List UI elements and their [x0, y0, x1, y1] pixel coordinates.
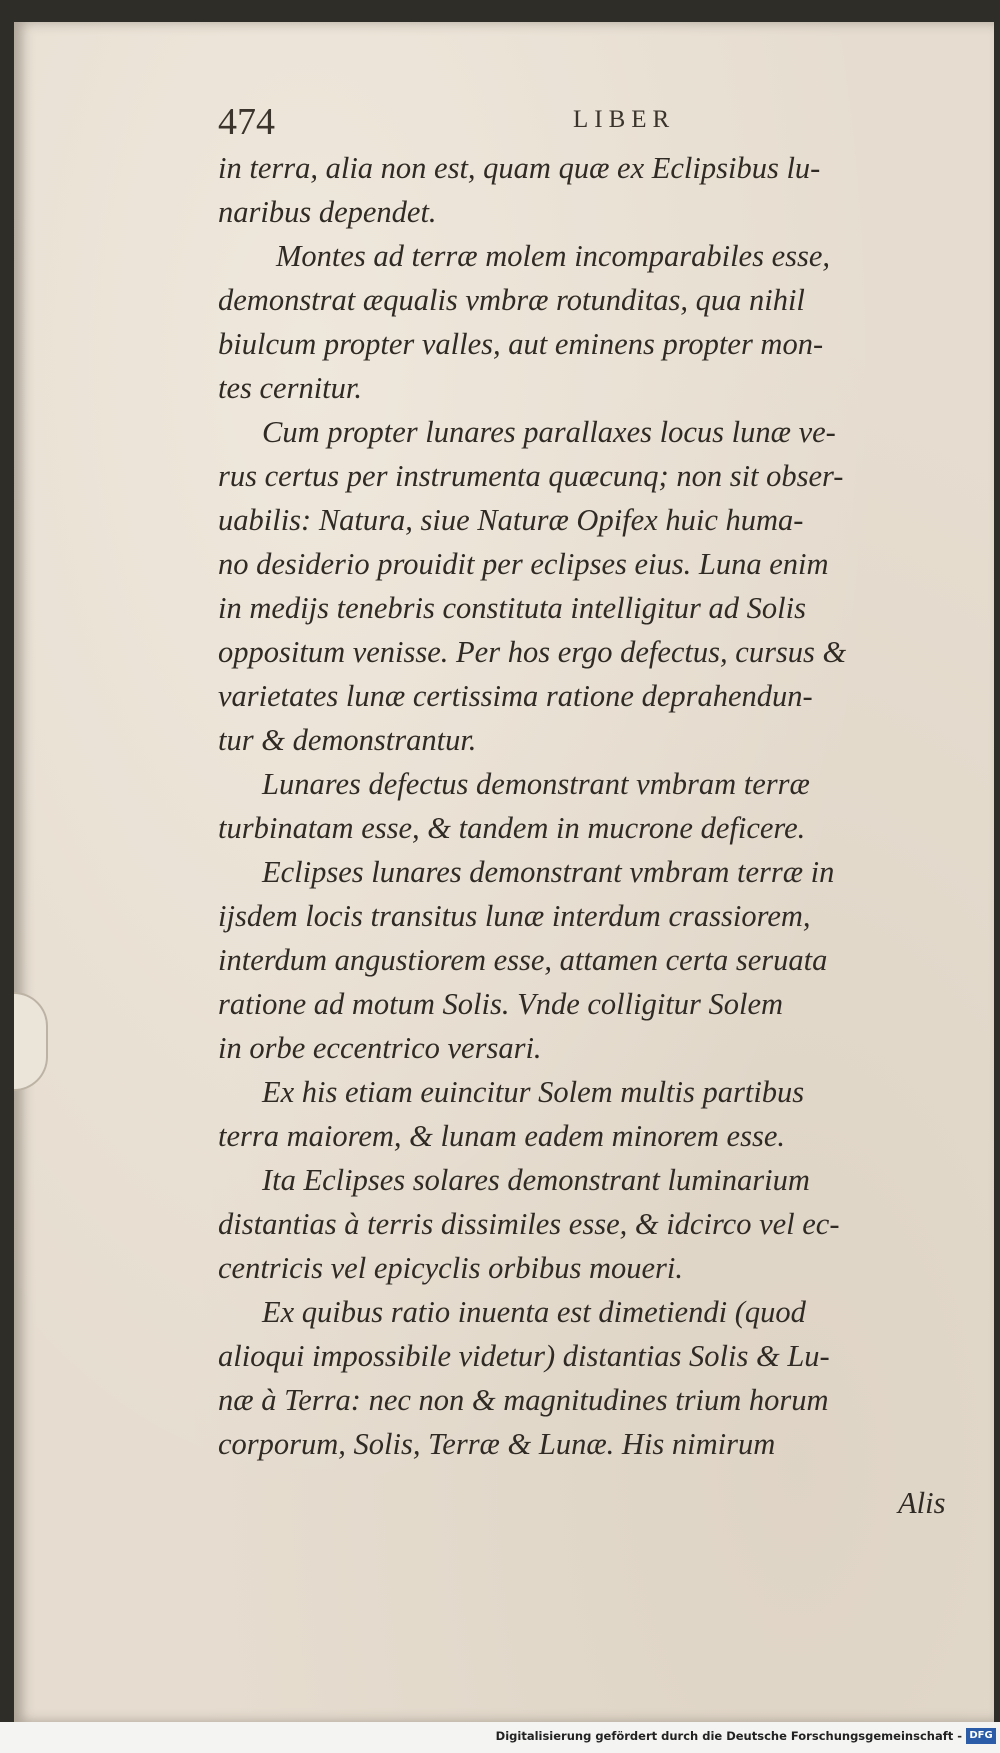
- page-number: 474: [218, 101, 275, 143]
- text-line: Ex his etiam euincitur Solem multis partibus: [262, 1075, 805, 1109]
- running-head: LIBER: [573, 106, 676, 133]
- text-line: Lunares defectus demonstrant vmbram terræ: [262, 767, 810, 801]
- text-line: Eclipses lunares demonstrant vmbram terræ in: [262, 855, 835, 889]
- page-header: [218, 100, 718, 144]
- text-line: rus certus per instrumenta quæcunq; non sit obser-: [218, 459, 844, 493]
- text-line: distantias à terris dissimiles esse, & idcirco vel ec-: [218, 1207, 840, 1241]
- body-text: [218, 146, 958, 1466]
- page-fold: [14, 992, 48, 1091]
- text-line: in orbe eccentrico versari.: [218, 1031, 542, 1065]
- text-line: Ita Eclipses solares demonstrant luminarium: [262, 1163, 810, 1197]
- text-line: uabilis: Natura, siue Naturæ Opifex huic huma-: [218, 503, 804, 537]
- text-line: in medijs tenebris constituta intelligitur ad Solis: [218, 591, 806, 625]
- catchword: Alis: [898, 1486, 946, 1520]
- text-line: naribus dependet.: [218, 195, 437, 229]
- text-line: centricis vel epicyclis orbibus moueri.: [218, 1251, 684, 1285]
- text-line: corporum, Solis, Terræ & Lunæ. His nimirum: [218, 1427, 776, 1461]
- text-line: in terra, alia non est, quam quæ ex Eclipsibus lu-: [218, 151, 821, 185]
- text-line: Cum propter lunares parallaxes locus lunæ ve-: [262, 415, 836, 449]
- digitization-footer: [0, 1722, 1000, 1753]
- text-line: biulcum propter valles, aut eminens propter mon-: [218, 327, 824, 361]
- text-line: oppositum venisse. Per hos ergo defectus, cursus &: [218, 635, 847, 669]
- text-line: alioqui impossibile videtur) distantias Solis & Lu-: [218, 1339, 830, 1373]
- text-line: ijsdem locis transitus lunæ interdum crassiorem,: [218, 899, 811, 933]
- funding-credit: Digitalisierung gefördert durch die Deutsche Forschungsgemeinschaft -: [495, 1729, 962, 1743]
- text-line: ratione ad motum Solis. Vnde colligitur Solem: [218, 987, 784, 1021]
- text-line: Ex quibus ratio inuenta est dimetiendi (quod: [262, 1295, 806, 1329]
- dfg-logo: DFG: [966, 1728, 996, 1744]
- text-line: tur & demonstrantur.: [218, 723, 477, 757]
- text-line: turbinatam esse, & tandem in mucrone deficere.: [218, 811, 806, 845]
- text-line: næ à Terra: nec non & magnitudines trium horum: [218, 1383, 829, 1417]
- text-line: terra maiorem, & lunam eadem minorem esse.: [218, 1119, 785, 1153]
- text-line: interdum angustiorem esse, attamen certa seruata: [218, 943, 828, 977]
- text-line: Montes ad terræ molem incomparabiles esse,: [276, 239, 831, 273]
- text-line: tes cernitur.: [218, 371, 363, 405]
- text-line: varietates lunæ certissima ratione deprahendun-: [218, 679, 813, 713]
- text-line: no desiderio prouidit per eclipses eius. Luna enim: [218, 547, 829, 581]
- text-line: demonstrat æqualis vmbræ rotunditas, qua nihil: [218, 283, 805, 317]
